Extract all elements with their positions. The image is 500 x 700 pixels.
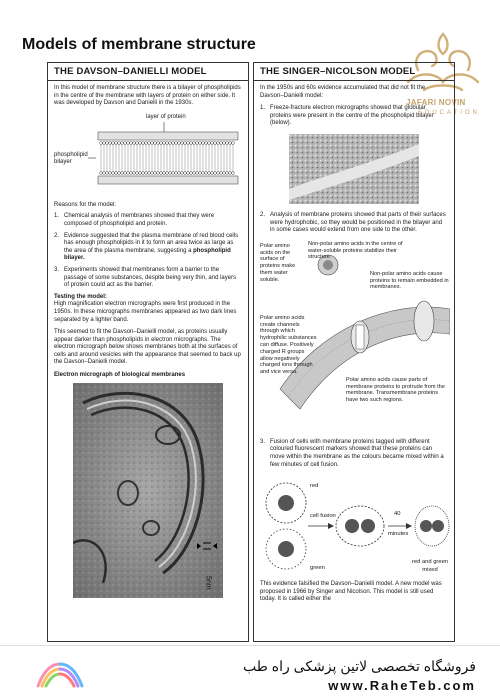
evidence-number: 1. bbox=[260, 105, 266, 112]
page-title: Models of membrane structure bbox=[22, 36, 256, 53]
evidence-text: Freeze-fracture electron micrographs showed that globular proteins were present in the centre of the phospholipid bilayer (below). bbox=[270, 105, 434, 127]
label-polar-channels: Polar amino acids create channels through which hydrophilic substances can diffuse. Positively charged R groups allow negatively charged ions through and vice versa. bbox=[260, 314, 317, 376]
footer-banner bbox=[0, 645, 500, 700]
layer-of-protein-label: layer of protein bbox=[146, 113, 186, 120]
evidence-text: Fusion of cells with membrane proteins tagged with different coloured fluorescent markers showed that these proteins can move within the membrane as the colours became mixed within a few minutes of cell fusion. bbox=[270, 438, 444, 468]
phospholipid-bilayer-label: phospholipid bilayer bbox=[54, 151, 88, 165]
label-nonpolar-embed: Non-polar amino acids cause proteins to remain embedded in membranes. bbox=[370, 270, 449, 291]
label-polar-center: Non-polar amino acids in the centre of water-soluble proteins stabilize their structure. bbox=[308, 240, 403, 261]
evidence-list-1 bbox=[260, 105, 448, 128]
fusion-label-mixed: red and green mixed bbox=[411, 559, 449, 573]
right-heading: THE SINGER–NICOLSON MODEL bbox=[254, 63, 454, 81]
membrane-protein-diagram bbox=[260, 239, 448, 439]
book-rainbow-icon bbox=[30, 656, 90, 692]
electron-micrograph bbox=[73, 383, 223, 598]
fusion-label-green: green bbox=[310, 565, 325, 572]
evidence-text: Analysis of membrane proteins showed that parts of their surfaces were hydrophobic, so they would be positioned in the bilayer and in some cases would extend from one side to the other. bbox=[270, 211, 446, 234]
reason-number: 3. bbox=[54, 266, 60, 273]
right-intro: In the 1950s and 60s evidence accumulated that did not fit the Davson–Danielli model: bbox=[260, 85, 426, 99]
label-polar-surface: Polar amino acids on the surface of proteins make them water soluble. bbox=[260, 242, 296, 283]
reason-item bbox=[54, 267, 242, 290]
left-heading: THE DAVSON–DANIELLI MODEL bbox=[48, 63, 248, 81]
fusion-label-minutes-num: 40 bbox=[394, 511, 401, 518]
reason-bold-text: phospholipid bilayer. bbox=[64, 247, 231, 262]
evidence-list-3 bbox=[260, 439, 448, 469]
reasons-list bbox=[54, 213, 242, 289]
testing-paragraph-1: High magnification electron micrographs were first produced in the 1950s. In these micrographs membranes appeared as two dark lines separated by a lighter band. bbox=[54, 301, 237, 323]
left-intro: In this model of membrane structure there is a bilayer of phospholipids in the centre of the membrane with layers of protein on either side. It was developed by Davson and Danielli in the 1930s. bbox=[54, 85, 241, 107]
bilayer-figure bbox=[54, 114, 242, 194]
conclusion-text: This evidence falsified the Davson–Danielli model. A new model was proposed in 1966 by Singer and Nicolson. This model is still used today. It is called either the bbox=[260, 581, 442, 603]
watermark-line-1: JAFARI NOVIN bbox=[406, 98, 466, 107]
watermark-line-2: EDUCATION bbox=[418, 110, 480, 116]
evidence-item bbox=[260, 105, 448, 128]
reason-item bbox=[54, 233, 242, 263]
evidence-list-2 bbox=[260, 212, 448, 235]
label-polar-protrude: Polar amino acids cause parts of membrane proteins to protrude from the membrane. Transmembrane proteins have two such regions. bbox=[346, 376, 445, 404]
scale-label: 5nm bbox=[204, 575, 212, 590]
singer-nicolson-panel bbox=[253, 62, 455, 642]
reason-text: Evidence suggested that the plasma membrane of red blood cells has enough phospholipids in it to form an area twice as large as the area of the plasma membrane, suggesting a bbox=[64, 232, 239, 254]
reason-text: Chemical analysis of membranes showed that they were composed of phospholipid and protein. bbox=[64, 213, 215, 227]
fusion-label-red: red bbox=[310, 483, 319, 490]
bilayer-diagram bbox=[54, 114, 244, 194]
em-heading: Electron micrograph of biological membranes bbox=[54, 372, 186, 379]
evidence-number: 3. bbox=[260, 438, 266, 445]
evidence-item bbox=[260, 212, 448, 235]
testing-paragraph-2: This seemed to fit the Davson–Danielli model, as proteins usually appear darker than phospholipids in electron micrographs. The electron micrograph below shows membranes both at the surfaces of cells and around vesicles with the appearance that seemed to back up the Davson–Danielli model. bbox=[54, 329, 241, 366]
testing-heading: Testing the model: bbox=[54, 293, 107, 300]
evidence-number: 2. bbox=[260, 211, 266, 218]
evidence-item bbox=[260, 439, 448, 469]
footer-url-link[interactable]: www.RaheTeb.com bbox=[328, 678, 476, 693]
footer-persian-text: فروشگاه تخصصی لاتین پزشکی راه طب bbox=[243, 658, 476, 674]
reason-text: Experiments showed that membranes form a barrier to the passage of some substances, despite being very thin, and layers of protein could act as the barrier. bbox=[64, 266, 237, 289]
fusion-label-minutes: minutes bbox=[388, 531, 409, 538]
reason-item bbox=[54, 213, 242, 228]
micrograph-image bbox=[73, 383, 223, 598]
fusion-label-cell-fusion: cell fusion bbox=[310, 513, 336, 520]
reasons-heading: Reasons for the model: bbox=[54, 201, 117, 208]
reason-number: 2. bbox=[54, 232, 60, 239]
reason-number: 1. bbox=[54, 213, 60, 220]
freeze-fracture-micrograph bbox=[289, 134, 419, 204]
davson-danielli-panel bbox=[47, 62, 249, 642]
cell-fusion-diagram bbox=[260, 473, 448, 581]
